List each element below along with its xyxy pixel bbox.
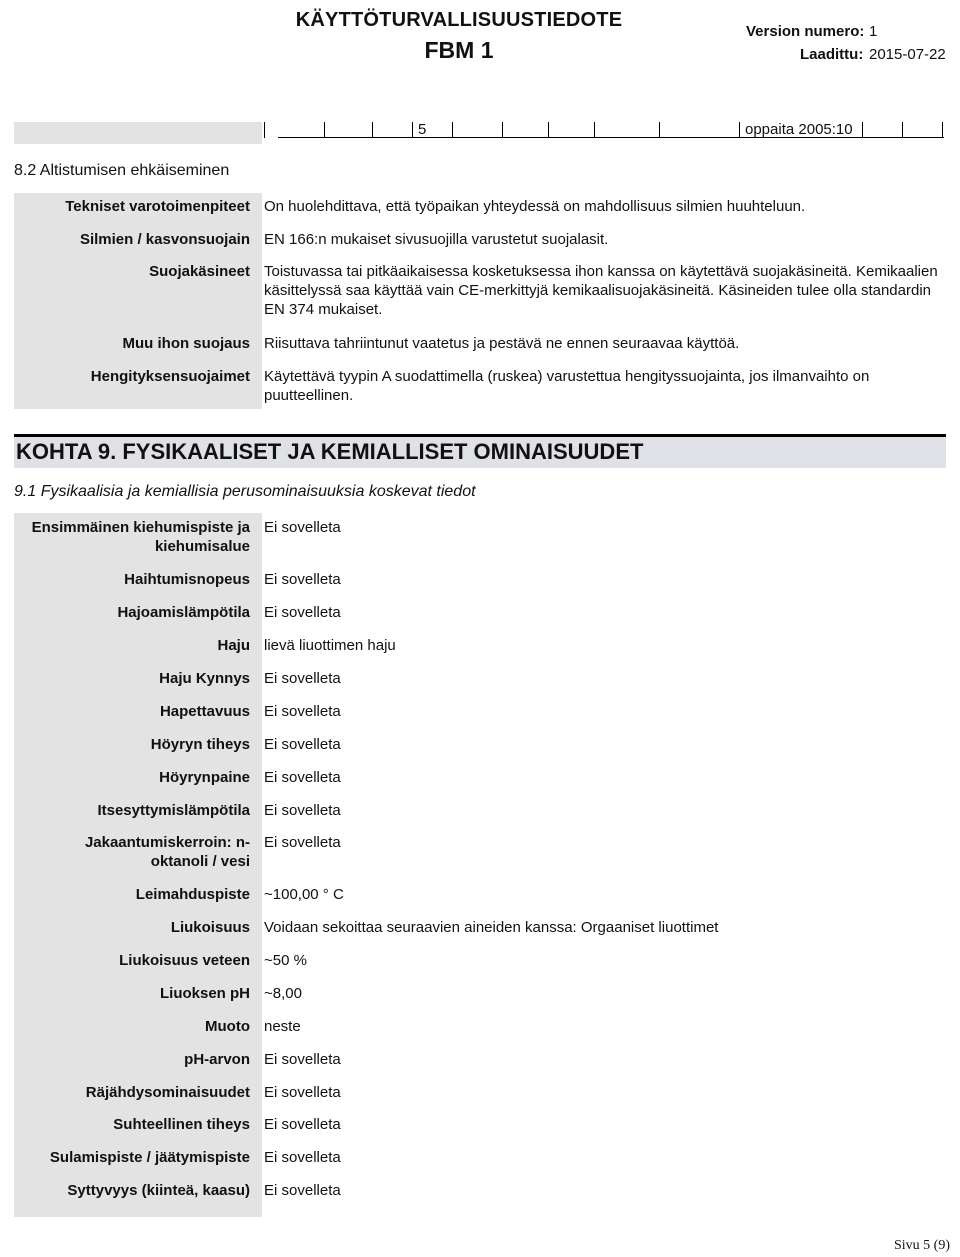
- version-label: Version numero:: [746, 23, 865, 40]
- label-ph-value: pH-arvon: [184, 1051, 250, 1068]
- product-name: FBM 1: [424, 37, 494, 63]
- label-oxidizing-properties: Hapettavuus: [159, 703, 250, 720]
- value-technical-measures: On huolehdittava, että työpaikan yhteydessä on mahdollisuus silmien huuhteluun.: [264, 198, 806, 215]
- label-relative-density: Suhteellinen tiheys: [113, 1116, 250, 1133]
- strip-tick: [412, 122, 413, 138]
- strip-tick: [264, 122, 265, 138]
- value-oxidizing-properties: Ei sovelleta: [264, 703, 341, 720]
- value-explosive-properties: Ei sovelleta: [264, 1084, 341, 1101]
- strip-text: oppaita 2005:10: [745, 121, 853, 138]
- label-solution-ph: Liuoksen pH: [159, 985, 250, 1002]
- value-form: neste: [264, 1018, 301, 1035]
- value-eye-protection: EN 166:n mukaiset sivusuojilla varustetut suojalasit.: [264, 231, 609, 248]
- label-partition-coefficient: Jakaantumiskerroin: n-oktanoli / vesi: [84, 834, 250, 870]
- label-evaporation-rate: Haihtumisnopeus: [124, 571, 250, 588]
- version-value: 1: [869, 23, 878, 40]
- value-odor: lievä liuottimen haju: [264, 637, 396, 654]
- label-melting-point: Sulamispiste / jäätymispiste: [49, 1149, 250, 1166]
- strip-tick: [502, 122, 503, 138]
- section-8-2-title: 8.2 Altistumisen ehkäiseminen: [14, 162, 230, 179]
- label-gloves: Suojakäsineet: [149, 263, 250, 280]
- date-value: 2015-07-22: [869, 46, 946, 63]
- value-boiling-point: Ei sovelleta: [264, 519, 341, 536]
- label-technical-measures: Tekniset varotoimenpiteet: [65, 198, 250, 215]
- strip-tick: [902, 122, 903, 138]
- previous-table-strip: [14, 120, 944, 144]
- value-evaporation-rate: Ei sovelleta: [264, 571, 341, 588]
- label-odor-threshold: Haju Kynnys: [159, 670, 250, 687]
- label-water-solubility: Liukoisuus veteen: [119, 952, 250, 969]
- label-form: Muoto: [205, 1018, 250, 1035]
- value-solubility: Voidaan sekoittaa seuraavien aineiden kanssa: Orgaaniset liuottimet: [264, 919, 719, 936]
- value-vapour-pressure: Ei sovelleta: [264, 769, 341, 786]
- label-autoignition-temperature: Itsesyttymislämpötila: [97, 802, 250, 819]
- label-flammability: Syttyvyys (kiinteä, kaasu): [67, 1182, 250, 1199]
- label-explosive-properties: Räjähdysominaisuudet: [85, 1084, 250, 1101]
- strip-tick: [324, 122, 325, 138]
- strip-tick: [739, 122, 740, 138]
- label-vapour-density: Höyryn tiheys: [150, 736, 250, 753]
- value-ph-value: Ei sovelleta: [264, 1051, 341, 1068]
- label-skin-protection: Muu ihon suojaus: [122, 335, 250, 352]
- strip-tick: [372, 122, 373, 138]
- value-flash-point: ~100,00 ° C: [264, 886, 344, 903]
- value-relative-density: Ei sovelleta: [264, 1116, 341, 1133]
- page-number: Sivu 5 (9): [894, 1238, 950, 1253]
- value-water-solubility: ~50 %: [264, 952, 307, 969]
- value-odor-threshold: Ei sovelleta: [264, 670, 341, 687]
- value-solution-ph: ~8,00: [264, 985, 302, 1002]
- strip-tick: [942, 122, 943, 138]
- strip-tick: [548, 122, 549, 138]
- value-flammability: Ei sovelleta: [264, 1182, 341, 1199]
- value-vapour-density: Ei sovelleta: [264, 736, 341, 753]
- label-eye-protection: Silmien / kasvonsuojain: [79, 231, 250, 248]
- value-decomposition-temperature: Ei sovelleta: [264, 604, 341, 621]
- value-autoignition-temperature: Ei sovelleta: [264, 802, 341, 819]
- label-flash-point: Leimahduspiste: [135, 886, 250, 903]
- value-respiratory-protection: Käytettävä tyypin A suodattimella (ruskea) varustettua hengityssuojainta, jos ilmanvaihto on puutteellinen.: [264, 368, 870, 404]
- document-title: KÄYTTÖTURVALLISUUSTIEDOTE: [295, 9, 623, 31]
- date-label: Laadittu:: [800, 46, 864, 63]
- strip-tick: [594, 122, 595, 138]
- label-odor: Haju: [217, 637, 250, 654]
- value-skin-protection: Riisuttava tahriintunut vaatetus ja pestävä ne ennen seuraavaa käyttöä.: [264, 335, 740, 352]
- strip-label-cell: [14, 122, 262, 144]
- label-decomposition-temperature: Hajoamislämpötila: [117, 604, 250, 621]
- label-respiratory-protection: Hengityksensuojaimet: [90, 368, 250, 385]
- section-9-1-subtitle: 9.1 Fysikaalisia ja kemiallisia perusominaisuuksia koskevat tiedot: [14, 483, 476, 500]
- label-vapour-pressure: Höyrynpaine: [159, 769, 250, 786]
- strip-tick: [452, 122, 453, 138]
- section-9-title: KOHTA 9. FYSIKAALISET JA KEMIALLISET OMINAISUUDET: [16, 439, 644, 464]
- strip-number: 5: [418, 121, 427, 138]
- label-boiling-point: Ensimmäinen kiehumispiste ja kiehumisalue: [31, 519, 250, 555]
- value-gloves: Toistuvassa tai pitkäaikaisessa kosketuksessa ihon kanssa on käytettävä suojakäsineitä. Kemikaalien käsittelyssä saa käyttää vain CE-merkittyjä kemikaalisuojakäsineitä. Käsineiden tulee olla standardin EN 374 mukaiset.: [264, 263, 938, 318]
- value-melting-point: Ei sovelleta: [264, 1149, 341, 1166]
- strip-tick: [659, 122, 660, 138]
- label-solubility: Liukoisuus: [170, 919, 250, 936]
- value-partition-coefficient: Ei sovelleta: [264, 834, 341, 851]
- strip-tick: [862, 122, 863, 138]
